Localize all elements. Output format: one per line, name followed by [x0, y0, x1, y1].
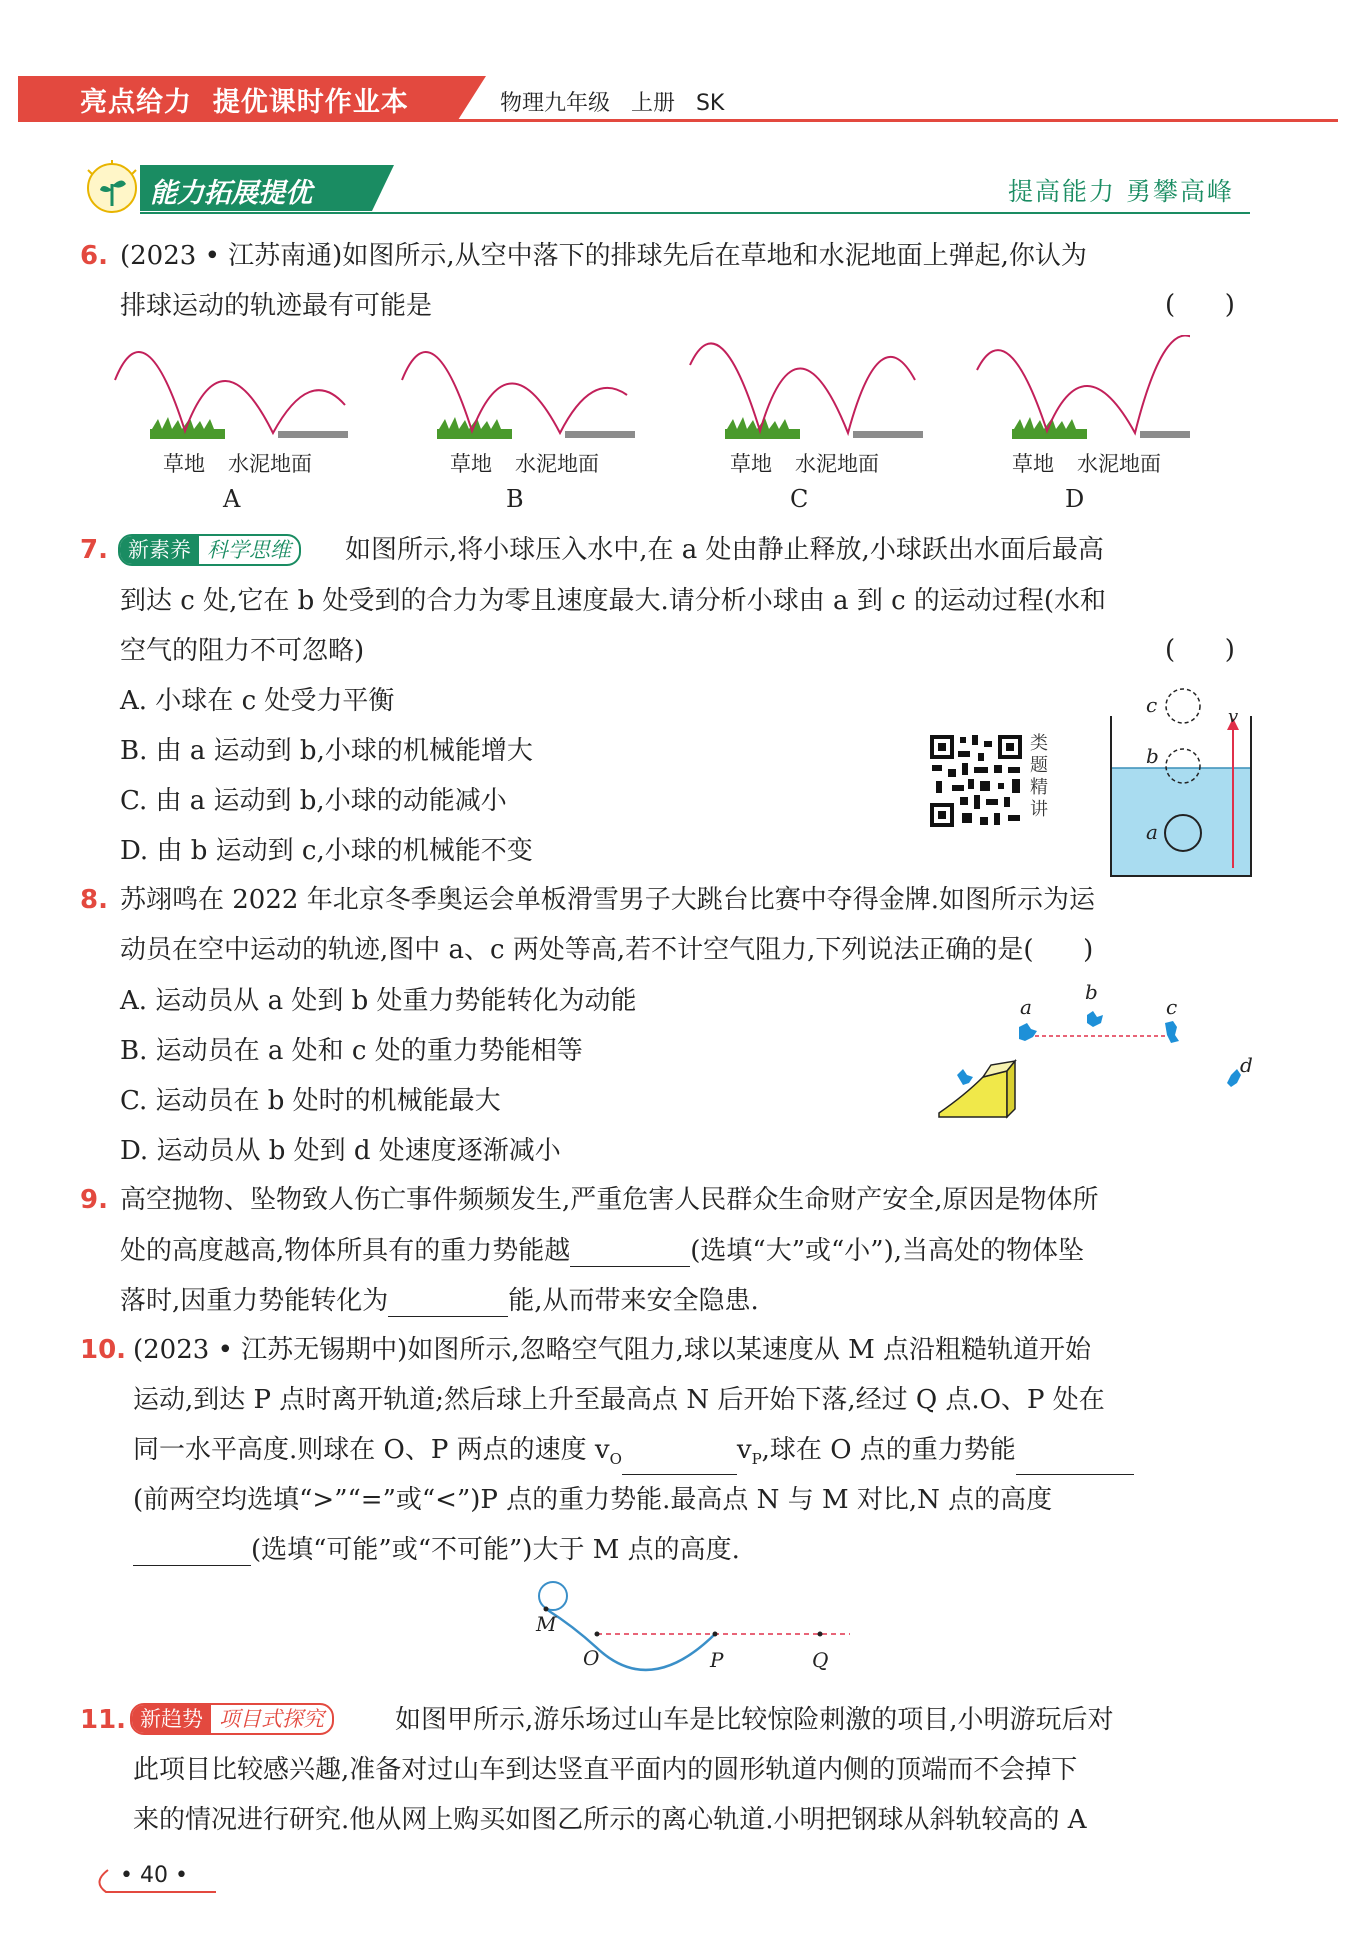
q9-line2-text-a: 处的高度越高,物体所具有的重力势能越	[120, 1236, 571, 1266]
q11-tag-topic: 项目式探究	[219, 1707, 324, 1731]
qr-label	[1030, 733, 1050, 821]
fig-c-grass-label: 草地	[730, 452, 772, 476]
q11-tag	[130, 1703, 334, 1735]
q7-answer-bracket: ( )	[1165, 635, 1235, 665]
q10-line5-text: (选填“可能”或“不可能”)大于 M 点的高度.	[251, 1535, 740, 1565]
section-slogan: 提高能力 勇攀高峰	[1008, 177, 1234, 206]
q7-line1: 如图所示,将小球压入水中,在 a 处由静止释放,小球跃出水面后最高	[345, 535, 1104, 565]
q9-line2-text-b: (选填“大”或“小”),当高处的物体坠	[690, 1236, 1084, 1266]
lightbulb-plant-icon	[82, 160, 142, 216]
qr-code[interactable]	[928, 733, 1024, 829]
fig-c-cement-label: 水泥地面	[795, 452, 879, 476]
qr-label-char: 精	[1030, 777, 1048, 798]
q6-line1: (2023 • 江苏南通)如图所示,从空中落下的排球先后在草地和水泥地面上弹起,你认为	[120, 241, 1087, 271]
q10-fig-label-o: O	[583, 1646, 600, 1670]
q7-fig-label-b: b	[1146, 744, 1159, 768]
figure-d-trajectory	[977, 335, 1190, 439]
q7-option-a: A. 小球在 c 处受力平衡	[120, 686, 395, 716]
q9-line1: 高空抛物、坠物致人伤亡事件频频发生,严重危害人民群众生命财产安全,原因是物体所	[120, 1185, 1099, 1215]
q11-line2: 此项目比较感兴趣,准备对过山车到达竖直平面内的圆形轨道内侧的顶端而不会掉下	[133, 1755, 1078, 1785]
q9-line2	[120, 1235, 1084, 1267]
q10-line3-text-b: v	[736, 1435, 752, 1465]
page-number: • 40 •	[120, 1863, 188, 1888]
section-rule	[140, 212, 1250, 214]
qr-label-char: 讲	[1030, 799, 1048, 820]
header-banner-edge	[458, 76, 486, 120]
book-subject: 物理九年级 上册 SK	[500, 91, 725, 116]
fig-d-grass-label: 草地	[1012, 452, 1054, 476]
q7-tag-label: 新素养	[120, 536, 199, 564]
fig-d-letter: D	[1065, 485, 1085, 513]
fig-d-cement-label: 水泥地面	[1077, 452, 1161, 476]
q6-number: 6.	[80, 241, 108, 271]
q9-blank-2[interactable]	[388, 1288, 508, 1317]
q8-line1: 苏翊鸣在 2022 年北京冬季奥运会单板滑雪男子大跳台比赛中夺得金牌.如图所示为运	[120, 885, 1095, 915]
q9-line3-text-a: 落时,因重力势能转化为	[120, 1286, 389, 1316]
fig-b-letter: B	[506, 485, 524, 513]
q10-line4: (前两空均选填“>”“=”或“<”)P 点的重力势能.最高点 N 与 M 对比,N 点的高度	[133, 1485, 1053, 1515]
q8-fig-label-d: d	[1240, 1053, 1253, 1077]
q8-number: 8.	[80, 885, 108, 915]
q8-option-a: A. 运动员从 a 处到 b 处重力势能转化为动能	[120, 986, 637, 1016]
q7-fig-label-a: a	[1146, 820, 1158, 844]
q7-option-b: B. 由 a 运动到 b,小球的机械能增大	[120, 736, 533, 766]
q7-fig-label-c: c	[1146, 693, 1158, 717]
fig-a-cement-label: 水泥地面	[228, 452, 312, 476]
figure-a-trajectory	[115, 352, 348, 439]
q8-fig-label-a: a	[1020, 995, 1032, 1019]
q8-line2: 动员在空中运动的轨迹,图中 a、c 两处等高,若不计空气阻力,下列说法正确的是( )	[120, 935, 1094, 965]
q9-line3-text-b: 能,从而带来安全隐患.	[508, 1286, 759, 1316]
q10-sub-o: O	[609, 1450, 622, 1469]
qr-label-char: 题	[1030, 755, 1048, 776]
q8-option-d: D. 运动员从 b 处到 d 处速度逐渐减小	[120, 1136, 561, 1166]
q10-fig-label-q: Q	[812, 1648, 829, 1672]
q7-option-c: C. 由 a 运动到 b,小球的动能减小	[120, 786, 507, 816]
q6-line2: 排球运动的轨迹最有可能是	[120, 291, 433, 321]
q6-answer-bracket: ( )	[1165, 290, 1235, 320]
q10-line3-text-a: 同一水平高度.则球在 O、P 两点的速度 v	[133, 1435, 610, 1465]
q10-sub-p: P	[751, 1450, 762, 1469]
qr-label-char: 类	[1030, 733, 1048, 754]
fig-c-letter: C	[790, 485, 809, 513]
q9-number: 9.	[80, 1185, 108, 1215]
figure-c-trajectory	[690, 343, 923, 439]
q7-line2: 到达 c 处,它在 b 处受到的合力为零且速度最大.请分析小球由 a 到 c 的运动过程(水和	[120, 586, 1107, 616]
q10-number: 10.	[80, 1335, 127, 1365]
q10-blank-3[interactable]	[133, 1537, 251, 1566]
q10-fig-label-p: P	[710, 1648, 724, 1672]
q9-blank-1[interactable]	[570, 1238, 690, 1267]
q8-option-b: B. 运动员在 a 处和 c 处的重力势能相等	[120, 1036, 583, 1066]
q10-line5	[133, 1534, 740, 1566]
q10-line2: 运动,到达 P 点时离开轨道;然后球上升至最高点 N 后开始下落,经过 Q 点.O、P 处在	[133, 1385, 1105, 1415]
q10-line3-text-c: ,球在 O 点的重力势能	[761, 1435, 1016, 1465]
q11-tag-label: 新趋势	[132, 1705, 211, 1733]
fig-b-grass-label: 草地	[450, 452, 492, 476]
q11-line3: 来的情况进行研究.他从网上购买如图乙所示的离心轨道.小明把钢球从斜轨较高的 A	[133, 1805, 1087, 1835]
q10-track-figure	[525, 1578, 855, 1678]
q7-fig-label-v: v	[1228, 706, 1239, 727]
q8-fig-label-c: c	[1166, 995, 1178, 1019]
q7-number: 7.	[80, 535, 108, 565]
q10-line1: (2023 • 江苏无锡期中)如图所示,忽略空气阻力,球以某速度从 M 点沿粗糙轨道开始	[133, 1335, 1092, 1365]
q10-line3	[133, 1434, 1134, 1475]
section-title: 能力拓展提优	[150, 178, 312, 209]
fig-a-grass-label: 草地	[163, 452, 205, 476]
q7-tag-topic: 科学思维	[207, 538, 291, 562]
q7-option-d: D. 由 b 运动到 c,小球的机械能不变	[120, 836, 533, 866]
q10-fig-label-m: M	[536, 1612, 557, 1636]
q9-line3	[120, 1285, 759, 1317]
q7-tag	[118, 534, 301, 566]
section-banner-edge	[372, 165, 394, 211]
fig-a-letter: A	[223, 485, 241, 513]
q10-blank-2[interactable]	[1016, 1446, 1134, 1475]
fig-b-cement-label: 水泥地面	[515, 452, 599, 476]
q6-bounce-figures	[110, 335, 1190, 445]
q8-option-c: C. 运动员在 b 处时的机械能最大	[120, 1086, 501, 1116]
q8-snowboard-figure	[935, 1005, 1255, 1125]
figure-b-trajectory	[402, 352, 635, 439]
q8-fig-label-b: b	[1085, 980, 1098, 1004]
q11-number: 11.	[80, 1705, 127, 1735]
book-title: 亮点给力 提优课时作业本	[80, 87, 409, 118]
q10-blank-1[interactable]	[622, 1446, 737, 1475]
q7-line3: 空气的阻力不可忽略)	[120, 636, 365, 666]
header-rule	[18, 119, 1338, 122]
q11-line1: 如图甲所示,游乐场过山车是比较惊险刺激的项目,小明游玩后对	[395, 1705, 1114, 1735]
